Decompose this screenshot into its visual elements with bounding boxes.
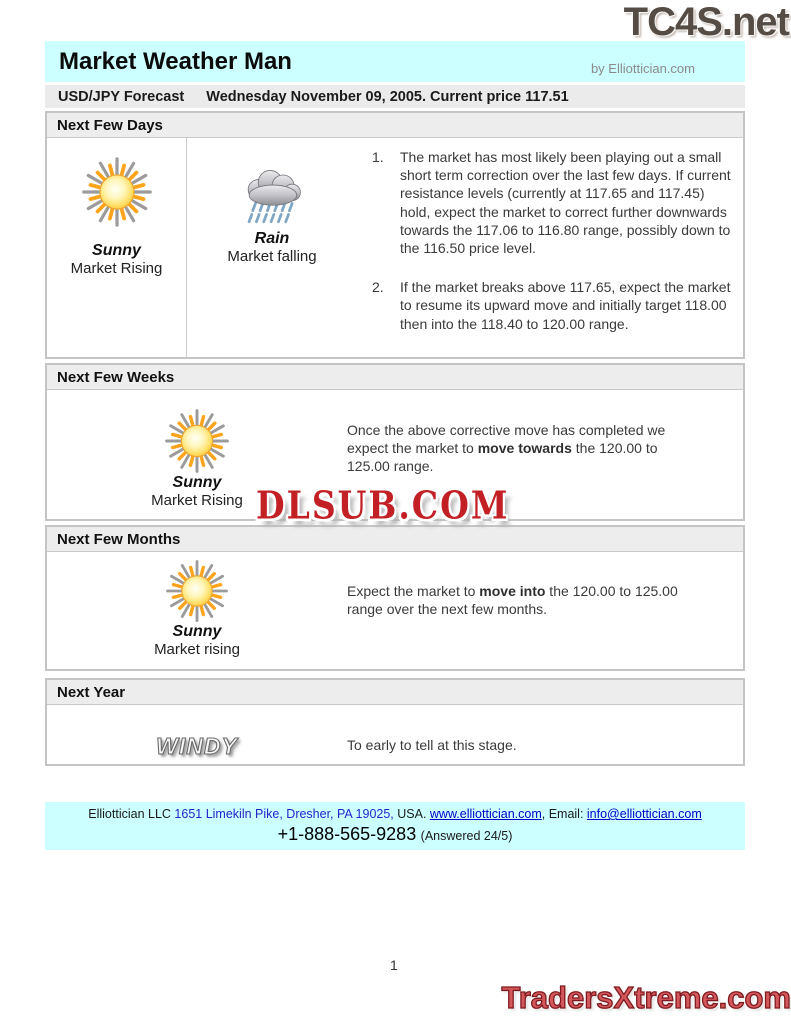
section-next-few-days (45, 111, 745, 359)
weather-cell-sunny (47, 552, 347, 669)
forecast-date-price: Wednesday November 09, 2005. Current price 117.51 (206, 88, 569, 105)
page-title: Market Weather Man (59, 47, 292, 75)
windy-icon: WINDY (156, 733, 238, 759)
website-link[interactable]: www.elliottician.com (429, 807, 542, 821)
phone-number: +1-888-565-9283 (277, 824, 417, 844)
sunny-sublabel: Market Rising (151, 492, 243, 510)
footer-country: USA. (393, 807, 430, 821)
forecast-instrument: USD/JPY Forecast (58, 88, 185, 105)
weather-cell-windy (47, 705, 347, 764)
year-text-cell (347, 705, 743, 764)
year-forecast-text: To early to tell at this stage. (347, 737, 517, 753)
sunny-label: Sunny (172, 474, 222, 491)
title-bar (45, 41, 745, 82)
sunny-label: Sunny (92, 242, 141, 259)
email-link[interactable]: info@elliottician.com (586, 807, 702, 821)
footer-company: Elliottician LLC (88, 807, 171, 821)
rain-sublabel: Market falling (227, 248, 317, 266)
section-title-next-few-months: Next Few Months (47, 527, 743, 552)
sun-icon (81, 156, 153, 228)
footer-contact-line (45, 807, 745, 821)
footer (45, 802, 745, 850)
section-title-next-year: Next Year (47, 680, 743, 705)
days-analysis-list (357, 138, 743, 357)
rain-cloud-icon (239, 166, 305, 228)
forecast-bar (45, 85, 745, 108)
list-item (372, 148, 731, 257)
footer-address: 1651 Limekiln Pike, Dresher, PA 19025, (170, 807, 394, 821)
sun-icon (165, 559, 229, 623)
weeks-forecast-text: Once the above corrective move has completed we expect the market to move towards the 120.00 to 125.00 range. (347, 422, 666, 475)
tc4s-watermark: TC4S.net (623, 0, 789, 44)
list-item-text: If the market breaks above 117.65, expect the market to resume its upward move and initially target 118.00 then into the 118.40 to 120.00 range. (400, 279, 731, 332)
sunny-sublabel: Market rising (154, 641, 240, 659)
list-item-text: The market has most likely been playing out a small short term correction over the last few days. If current resistance levels (currently at 117.65 and 117.45) hold, expect the market to correct further downwards towards the 117.06 to 116.80 range, possibly down to the 116.50 price level. (400, 149, 731, 256)
list-item (372, 278, 731, 333)
months-forecast-text: Expect the market to move into the 120.00 to 125.00 range over the next few months. (347, 583, 678, 618)
sun-icon (164, 408, 230, 474)
footer-phone-line (45, 824, 745, 845)
byline: by Elliottician.com (590, 61, 695, 76)
section-next-few-months (45, 525, 745, 671)
months-text-cell (347, 552, 743, 669)
footer-email-label: , Email: (541, 807, 587, 821)
list-item-number: 1. (372, 149, 384, 165)
section-next-year (45, 678, 745, 766)
sunny-sublabel: Market Rising (70, 260, 163, 278)
rain-label: Rain (254, 230, 290, 247)
page-number: 1 (390, 957, 398, 973)
sunny-label: Sunny (172, 623, 222, 640)
section-title-next-few-days: Next Few Days (47, 113, 743, 138)
phone-note: (Answered 24/5) (420, 829, 513, 843)
section-body-next-few-months (47, 552, 743, 669)
list-item-number: 2. (372, 279, 384, 296)
weather-cell-sunny (47, 138, 187, 357)
section-body-next-few-days (47, 138, 743, 357)
section-title-next-few-weeks: Next Few Weeks (47, 365, 743, 390)
dlsub-watermark: DLSUB.COM (256, 483, 510, 528)
section-body-next-year (47, 705, 743, 764)
tradersxtreme-watermark: TradersXtreme.com (501, 980, 791, 1015)
weather-cell-rain (187, 138, 357, 357)
